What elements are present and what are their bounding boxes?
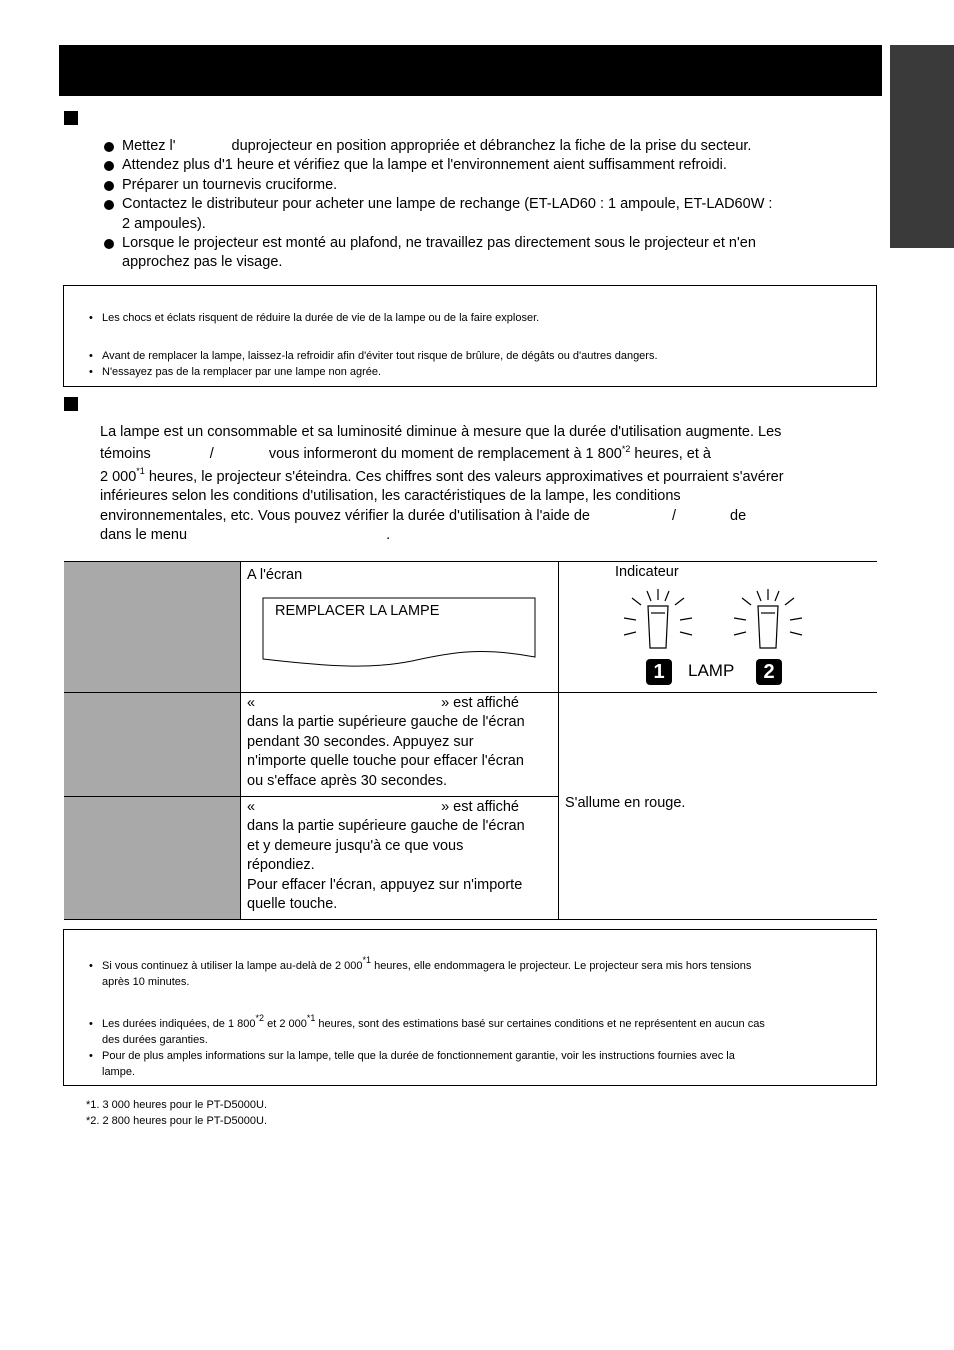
section-marker-icon <box>64 111 78 125</box>
list-item: Lorsque le projecteur est monté au plafond, ne travaillez pas directement sous le projecteur et n'en approchez pas le visage. <box>104 234 864 273</box>
lamp-indicator-1-icon <box>624 589 692 648</box>
indicator-column-label: Indicateur <box>615 564 679 580</box>
list-item: Contactez le distributeur pour acheter une lampe de rechange (ET-LAD60 : 1 ampoule, ET-LAD60W : 2 ampoules). <box>104 195 864 234</box>
footnote: *1. 3 000 heures pour le PT-D5000U. <box>86 1099 268 1111</box>
note-item: • Pour de plus amples informations sur la lampe, telle que la durée de fonctionnement garantie, voir les instructions fournies avec la lampe. <box>102 1048 870 1080</box>
section-header-bar <box>59 45 882 96</box>
attention-box <box>63 285 877 387</box>
lamp-label: LAMP <box>688 661 735 680</box>
table-header-column <box>64 562 240 919</box>
table-rule <box>64 561 877 562</box>
table-rule <box>64 919 877 920</box>
note-item: • N'essayez pas de la remplacer par une lampe non agrée. <box>102 364 870 380</box>
table-rule <box>240 561 241 920</box>
list-item: Attendez plus d'1 heure et vérifiez que la lampe et l'environnement aient suffisamment refroidi. <box>104 156 864 175</box>
section-marker-icon <box>64 397 78 411</box>
chapter-side-tab <box>890 45 954 248</box>
table-rule <box>558 561 559 920</box>
footnote: *2. 2 800 heures pour le PT-D5000U. <box>86 1115 268 1127</box>
note-item: • Si vous continuez à utiliser la lampe au-delà de 2 000$^{*1}$ heures, elle endommagera le projecteur. Le projecteur sera mis hors tensions après 10 minutes. <box>102 958 870 990</box>
table-row: « » est affiché dans la partie supérieure gauche de l'écran pendant 30 secondes. Appuyez sur n'importe quelle touche pour effacer l'écran ou s'efface après 30 secondes. <box>247 695 525 789</box>
note-item: • Les chocs et éclats risquent de réduire la durée de vie de la lampe ou de la faire exploser. <box>102 310 870 326</box>
note-item: • Les durées indiquées, de 1 800$^{*2}$ et 2 000$^{*1}$ heures, sont des estimations basé sur certaines conditions et ne représentent en aucun cas des durées garanties. <box>102 1016 870 1048</box>
table-rule <box>64 796 558 797</box>
lamp-number-1-badge: 1 <box>646 659 672 685</box>
lamp-indicator-2-icon <box>734 589 802 648</box>
list-item: Préparer un tournevis cruciforme. <box>104 176 864 195</box>
note-item: • Avant de remplacer la lampe, laissez-la refroidir afin d'éviter tout risque de brûlure, de dégâts ou d'autres dangers. <box>102 348 870 364</box>
indicator-state-text: S'allume en rouge. <box>565 795 686 811</box>
screen-column-label: A l'écran <box>247 567 303 583</box>
table-rule <box>64 692 877 693</box>
lamp-lifetime-paragraph: La lampe est un consommable et sa luminosité diminue à mesure que la durée d'utilisation augmente. Les témoins / vous informeront du moment de remplacement à 1 800$^{*2}$ heures, et à 2 000$^{*1}$ heures, le projecteur s'éteindra. Ces chiffres sont des valeurs approximatives et pourraient s'avérer inférieures selon les conditions d'utilisation, les caractéristiques de la lampe, les conditions environnementales, etc. Vous pouvez vérifier la durée d'utilisation à l'aide de / de dans le menu . <box>100 424 784 544</box>
lamp-number-2-badge: 2 <box>756 659 782 685</box>
note-box <box>63 929 877 1086</box>
precautions-list <box>104 137 864 273</box>
table-row: « » est affiché dans la partie supérieure gauche de l'écran et y demeure jusqu'à ce que vous répondiez. Pour effacer l'écran, appuyez sur n'importe quelle touche. <box>247 799 525 913</box>
list-item: Mettez l' duprojecteur en position appropriée et débranchez la fiche de la prise du secteur. <box>104 137 864 156</box>
onscreen-message-text: REMPLACER LA LAMPE <box>275 603 440 619</box>
